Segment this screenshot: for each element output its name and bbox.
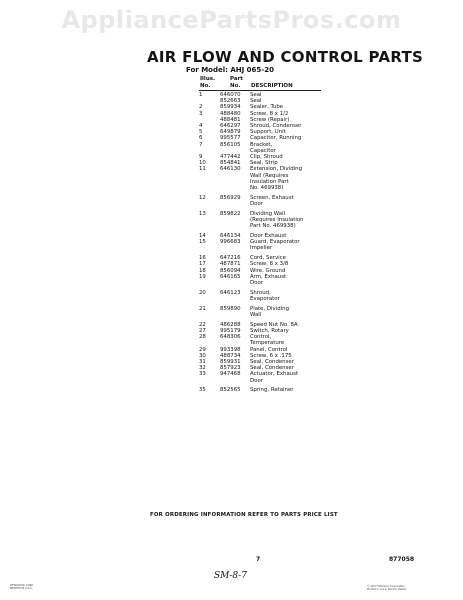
part-description: Screw, 8 x 3/8: [250, 261, 289, 268]
parts-row: [0, 306, 463, 318]
illus-number: 29: [199, 346, 206, 353]
illus-number: 11: [199, 166, 206, 173]
part-header-line1: Part: [230, 76, 243, 82]
illus-number: 19: [199, 273, 206, 280]
illus-number: 1: [199, 92, 203, 98]
part-description: Spring, Retainer: [250, 387, 294, 394]
parts-row: [0, 334, 463, 346]
part-description: Part No. 469938): [250, 223, 296, 230]
part-number: 995577: [220, 135, 241, 142]
part-description: Seal, Condenser: [250, 365, 294, 372]
part-description: Arm, Exhaust: [250, 273, 287, 280]
part-number: 852565: [220, 387, 241, 394]
part-description: Capacitor, Running: [250, 135, 302, 142]
part-description: Guard, Evaporator: [250, 239, 300, 246]
part-column-header: [230, 76, 243, 89]
description-column-header: DESCRIPTION: [251, 83, 293, 89]
part-description: No. 469938): [250, 185, 284, 192]
part-number: 477442: [220, 154, 241, 161]
part-number: 648306: [220, 334, 241, 341]
part-description: Control,: [250, 334, 272, 341]
illus-number: 13: [199, 210, 206, 217]
part-description: Door: [250, 377, 263, 384]
part-number: 488480: [220, 110, 241, 117]
part-number: 947468: [220, 371, 241, 378]
illus-number: 14: [199, 233, 206, 240]
printer-mark-left: [10, 584, 33, 590]
part-description: Screen, Exhaust: [250, 194, 294, 201]
part-description: (Requires Insulation: [250, 217, 304, 224]
illus-number: 31: [199, 359, 206, 366]
part-description: Impeller: [250, 245, 273, 252]
illus-number: 3: [199, 110, 203, 117]
part-number: 859934: [220, 104, 241, 111]
part-number: 646130: [220, 166, 241, 173]
printer-right-line: Printed in U.S.A. Benton Harbor: [367, 588, 407, 591]
part-description: Sealer, Tube: [250, 104, 284, 111]
printer-right-line: © 1977 Whirlpool Corporation: [367, 585, 405, 588]
part-description: Bracket,: [250, 141, 273, 148]
part-description: Screw, 8 x 1/2: [250, 110, 289, 117]
illus-header-line2: No.: [200, 82, 211, 89]
part-number: 649879: [220, 129, 241, 136]
part-description: Evaporator: [250, 296, 280, 303]
illus-number: 2: [199, 104, 203, 111]
parts-row: [0, 290, 463, 302]
illus-number: 35: [199, 387, 206, 394]
part-number: 993398: [220, 346, 241, 353]
parts-row: [0, 239, 463, 251]
illus-number: 6: [199, 135, 203, 142]
header-divider: [199, 90, 321, 91]
illus-number: 10: [199, 160, 206, 167]
illus-number: 9: [199, 154, 203, 161]
part-number: 646297: [220, 123, 241, 130]
illus-number: 17: [199, 261, 206, 268]
illus-number: 21: [199, 305, 206, 312]
illus-number: 16: [199, 255, 206, 262]
part-number: 996683: [220, 239, 241, 246]
illus-column-header: [200, 76, 215, 89]
part-description: Door: [250, 280, 263, 287]
part-description: Wire, Ground: [250, 267, 286, 274]
page-title: AIR FLOW AND CONTROL PARTS: [147, 48, 424, 66]
part-number: 856094: [220, 267, 241, 274]
part-number: 647216: [220, 255, 241, 262]
illus-number: 28: [199, 334, 206, 341]
part-description: Screw (Repair): [250, 116, 290, 123]
part-number: 856929: [220, 194, 241, 201]
parts-list: [0, 92, 463, 394]
part-description: Seal, Strip: [250, 160, 278, 167]
part-number: 856105: [220, 141, 241, 148]
part-description: Wall (Requires: [250, 172, 289, 179]
parts-row: [0, 371, 463, 383]
part-description: Temperature: [250, 340, 285, 347]
part-number: 646123: [220, 289, 241, 296]
illus-number: 20: [199, 289, 206, 296]
handwritten-note: SM-8-7: [214, 571, 247, 581]
part-description: Dividing Wall: [250, 210, 286, 217]
part-number: 646165: [220, 273, 241, 280]
ordering-note: FOR ORDERING INFORMATION REFER TO PARTS PRICE LIST: [150, 512, 338, 518]
part-description: Panel, Control: [250, 346, 288, 353]
illus-number: 30: [199, 352, 206, 359]
part-description: Plate, Dividing: [250, 305, 290, 312]
part-description: Speed Nut No. 8A: [250, 321, 298, 328]
illus-number: 4: [199, 123, 203, 130]
part-number: 852663: [220, 98, 241, 105]
part-description: Clip, Shroud: [250, 154, 283, 161]
parts-row: [0, 166, 463, 191]
printer-left-line: WHIRLPOOL CORP.: [10, 584, 34, 587]
illus-number: 7: [199, 141, 203, 148]
part-number: 646134: [220, 233, 241, 240]
part-description: Switch, Rotary: [250, 328, 289, 335]
part-number: 488734: [220, 352, 241, 359]
part-number: 488481: [220, 116, 241, 123]
model-line: For Model: AHJ 065-20: [186, 66, 274, 74]
part-description: Screw, 6 x .175: [250, 352, 292, 359]
illus-number: 33: [199, 371, 206, 378]
illus-number: 12: [199, 194, 206, 201]
part-number: 854841: [220, 160, 241, 167]
page-number: 7: [256, 556, 261, 563]
part-description: Insulation Part: [250, 178, 289, 185]
part-number: 857923: [220, 365, 241, 372]
part-number: 859890: [220, 305, 241, 312]
part-number: 995179: [220, 328, 241, 335]
part-description: Shroud, Condenser: [250, 123, 302, 130]
parts-row: [0, 211, 463, 230]
printer-mark-right: [367, 585, 406, 591]
part-number: 859822: [220, 210, 241, 217]
illus-number: 18: [199, 267, 206, 274]
part-description: Extension, Dividing: [250, 166, 302, 173]
part-description: Shroud,: [250, 289, 271, 296]
part-number: 859931: [220, 359, 241, 366]
part-description: Support, Unit: [250, 129, 286, 136]
part-number: 486288: [220, 321, 241, 328]
part-number: 646070: [220, 92, 241, 98]
watermark: AppliancePartsPros.com: [61, 6, 402, 34]
part-description: Seal: [250, 98, 262, 105]
catalog-number: 877058: [389, 556, 415, 563]
parts-row: [0, 142, 463, 154]
illus-number: 32: [199, 365, 206, 372]
illus-number: 5: [199, 129, 203, 136]
illus-header-line1: Illus.: [200, 76, 216, 82]
parts-row: [0, 195, 463, 207]
illus-number: 15: [199, 239, 206, 246]
printer-left-line: PRINTED IN U.S.A.: [10, 587, 33, 590]
part-description: Actuator, Exhaust: [250, 371, 299, 378]
part-number: 487871: [220, 261, 241, 268]
illus-number: 22: [199, 321, 206, 328]
illus-number: 27: [199, 328, 206, 335]
parts-row: [0, 387, 463, 393]
part-description: Wall: [250, 312, 262, 319]
part-description: Door Exhaust: [250, 233, 287, 240]
part-description: Door: [250, 201, 263, 208]
parts-row: [0, 274, 463, 286]
part-description: Seal, Condenser: [250, 359, 294, 366]
part-description: Capacitor: [250, 147, 276, 154]
part-header-line2: No.: [230, 82, 241, 89]
part-description: Seal: [250, 92, 262, 98]
part-description: Cord, Service: [250, 255, 286, 262]
